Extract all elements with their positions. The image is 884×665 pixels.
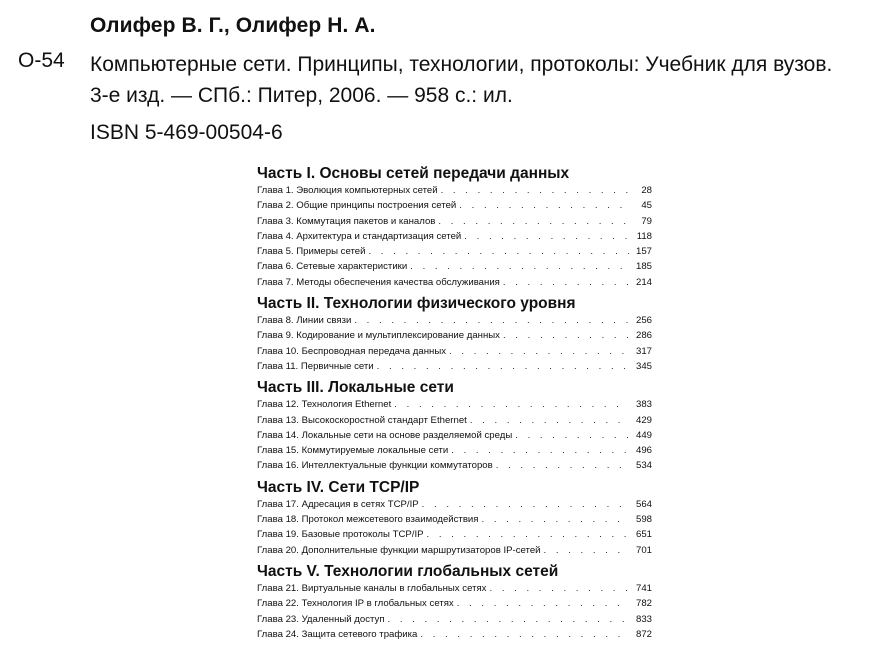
chapter-title: Глава 7. Методы обеспечения качества обслуживания (257, 276, 500, 288)
chapter-page: 345 (635, 360, 652, 372)
dot-leader (459, 198, 629, 213)
book-title-line: Компьютерные сети. Принципы, технологии, протоколы: Учебник для вузов. (90, 53, 833, 76)
dot-leader (368, 244, 629, 259)
chapter-page: 157 (635, 246, 652, 258)
chapter-title: Глава 1. Эволюция компьютерных сетей (257, 185, 438, 196)
chapter-page: 651 (635, 529, 652, 541)
chapter-page: 256 (635, 315, 652, 327)
part-title: Часть V. Технологии глобальных сетей (257, 562, 559, 580)
chapter-page: 872 (635, 628, 652, 640)
table-of-contents (257, 164, 652, 642)
toc-entry (257, 596, 652, 611)
chapter-page: 833 (635, 613, 652, 625)
dot-leader (503, 275, 629, 290)
chapter-page: 383 (635, 399, 652, 411)
chapter-page: 701 (635, 544, 652, 556)
toc-entry (257, 328, 652, 343)
dot-leader (457, 596, 629, 611)
book-description (90, 49, 880, 111)
dot-leader (438, 214, 629, 229)
dot-leader (410, 259, 629, 274)
toc-entry (257, 183, 652, 198)
chapter-page: 598 (635, 514, 652, 526)
chapter-title: Глава 18. Протокол межсетевого взаимодействия (257, 514, 479, 526)
book-authors: Олифер В. Г., Олифер Н. А. (90, 14, 376, 37)
toc-part (257, 164, 652, 290)
dot-leader (503, 328, 629, 343)
dot-leader (470, 413, 629, 428)
toc-entry (257, 244, 652, 259)
part-title: Часть IV. Сети TCP/IP (257, 478, 420, 496)
dot-leader (544, 543, 629, 558)
toc-entry (257, 497, 652, 512)
toc-entry (257, 229, 652, 244)
toc-part (257, 562, 652, 642)
chapter-title: Глава 16. Интеллектуальные функции коммутаторов (257, 460, 493, 472)
chapter-title: Глава 11. Первичные сети (257, 360, 374, 372)
chapter-page: 741 (635, 582, 652, 594)
chapter-title: Глава 6. Сетевые характеристики (257, 261, 408, 273)
dot-leader (441, 183, 629, 198)
dot-leader (388, 612, 629, 627)
dot-leader (515, 428, 629, 443)
chapter-page: 79 (641, 215, 652, 227)
toc-entry (257, 527, 652, 542)
chapter-title: Глава 8. Линии связи (257, 315, 352, 327)
chapter-page: 28 (641, 185, 652, 196)
dot-leader (422, 497, 629, 512)
dot-leader (449, 344, 629, 359)
book-edition-line: 3-е изд. — СПб.: Питер, 2006. — 958 с.: ил. (90, 84, 513, 107)
toc-entry (257, 275, 652, 290)
book-isbn: ISBN 5-469-00504-6 (90, 121, 283, 144)
chapter-title: Глава 15. Коммутируемые локальные сети (257, 445, 449, 457)
toc-entry (257, 214, 652, 229)
chapter-title: Глава 20. Дополнительные функции маршрутизаторов IP-сетей (257, 544, 541, 556)
toc-entry (257, 344, 652, 359)
toc-entry (257, 397, 652, 412)
chapter-title: Глава 14. Локальные сети на основе разделяемой среды (257, 429, 513, 441)
chapter-page: 564 (635, 498, 652, 510)
chapter-title: Глава 10. Беспроводная передача данных (257, 345, 447, 357)
chapter-page: 185 (635, 261, 652, 273)
part-title: Часть III. Локальные сети (257, 379, 454, 397)
toc-entry (257, 198, 652, 213)
toc-entry (257, 443, 652, 458)
toc-entry (257, 512, 652, 527)
chapter-title: Глава 17. Адресация в сетях TCP/IP (257, 498, 419, 510)
toc-part (257, 378, 652, 473)
toc-entry (257, 259, 652, 274)
chapter-title: Глава 4. Архитектура и стандартизация сетей (257, 230, 462, 242)
toc-entry (257, 612, 652, 627)
toc-entry (257, 428, 652, 443)
library-code: О-54 (18, 49, 65, 72)
dot-leader (496, 458, 629, 473)
chapter-title: Глава 5. Примеры сетей (257, 246, 366, 258)
toc-entry (257, 581, 652, 596)
chapter-title: Глава 22. Технология IP в глобальных сетях (257, 598, 454, 610)
chapter-page: 782 (635, 598, 652, 610)
chapter-title: Глава 19. Базовые протоколы TCP/IP (257, 529, 424, 541)
part-title: Часть II. Технологии физического уровня (257, 295, 576, 313)
toc-entry (257, 627, 652, 642)
toc-entry (257, 543, 652, 558)
chapter-page: 214 (635, 276, 652, 288)
chapter-title: Глава 12. Технология Ethernet (257, 399, 392, 411)
part-title: Часть I. Основы сетей передачи данных (257, 165, 570, 182)
dot-leader (489, 581, 629, 596)
chapter-page: 317 (635, 345, 652, 357)
chapter-page: 496 (635, 445, 652, 457)
chapter-title: Глава 13. Высокоскоростной стандарт Ethernet (257, 414, 467, 426)
chapter-title: Глава 9. Кодирование и мультиплексирование данных (257, 330, 500, 342)
chapter-title: Глава 23. Удаленный доступ (257, 613, 385, 625)
dot-leader (420, 627, 629, 642)
toc-entry (257, 413, 652, 428)
dot-leader (427, 527, 629, 542)
chapter-title: Глава 3. Коммутация пакетов и каналов (257, 215, 436, 227)
dot-leader (451, 443, 629, 458)
dot-leader (464, 229, 629, 244)
chapter-title: Глава 2. Общие принципы построения сетей (257, 200, 457, 212)
dot-leader (354, 313, 629, 328)
toc-entry (257, 458, 652, 473)
chapter-page: 429 (635, 414, 652, 426)
chapter-title: Глава 21. Виртуальные каналы в глобальных сетях (257, 582, 487, 594)
chapter-page: 45 (641, 200, 652, 212)
chapter-page: 286 (635, 330, 652, 342)
toc-entry (257, 313, 652, 328)
toc-entry (257, 359, 652, 374)
chapter-page: 118 (636, 230, 652, 242)
dot-leader (377, 359, 629, 374)
chapter-title: Глава 24. Защита сетевого трафика (257, 628, 418, 640)
chapter-page: 534 (635, 460, 652, 472)
dot-leader (481, 512, 629, 527)
dot-leader (394, 397, 629, 412)
chapter-page: 449 (635, 429, 652, 441)
toc-part (257, 294, 652, 374)
toc-part (257, 478, 652, 558)
